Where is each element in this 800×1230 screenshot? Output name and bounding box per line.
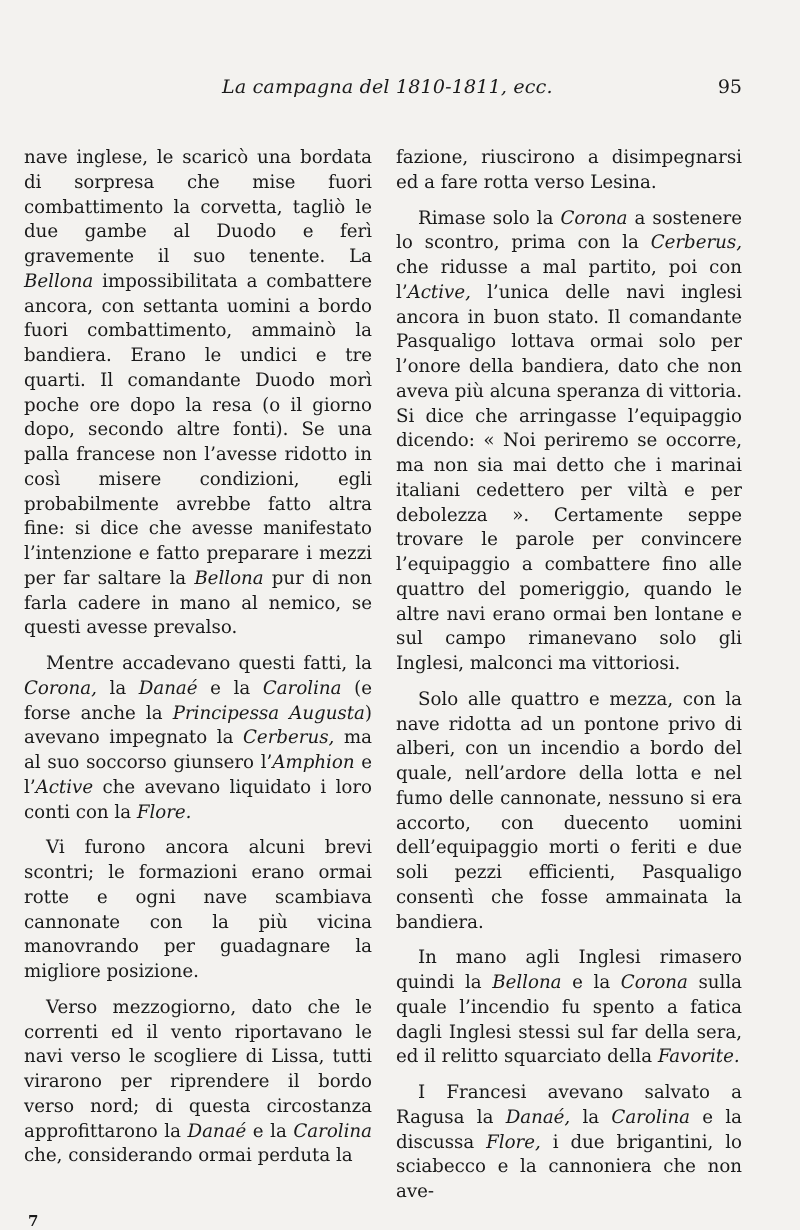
- text-segment: e l’: [24, 752, 373, 798]
- text-segment: e la: [197, 677, 263, 699]
- text-segment: sulla quale l’incendio fu spento a fatica dagli Inglesi stessi sul far della sera, ed il relitto squarciato della: [396, 972, 742, 1068]
- text-segment: Vi furono ancora alcuni brevi scontri; le formazioni erano ormai rotte e ogni nave scambiava cannonate con la più vicina manovrando per guadagnare la migliore posizione.: [24, 837, 372, 982]
- italic-text: Danaé: [187, 1120, 247, 1142]
- text-segment: I Francesi avevano salvato a Ragusa la: [396, 1082, 742, 1128]
- paragraph: [396, 207, 742, 677]
- text-column-left: [24, 146, 372, 1180]
- paragraph: [396, 146, 742, 196]
- paragraph: [24, 146, 372, 641]
- italic-text: Danaé,: [505, 1106, 571, 1128]
- italic-text: Carolina: [293, 1120, 372, 1142]
- paragraph: [396, 688, 742, 936]
- text-segment: e la discussa: [396, 1106, 742, 1153]
- italic-text: Favorite.: [657, 1046, 740, 1068]
- text-segment: che, considerando ormai perduta la: [24, 1145, 353, 1167]
- italic-text: Bellona: [492, 972, 562, 993]
- italic-text: Flore.: [136, 801, 192, 823]
- text-segment: Verso mezzogiorno, dato che le correnti ed il vento riportavano le navi verso le scogliere di Lissa, tutti virarono per riprendere il bordo verso nord; di questa circostanza approfittarono la: [24, 996, 372, 1142]
- italic-text: Carolina: [262, 677, 342, 699]
- italic-text: Corona: [620, 972, 688, 993]
- italic-text: Corona: [560, 207, 628, 229]
- text-segment: la: [96, 677, 139, 699]
- italic-text: Bellona: [24, 270, 94, 292]
- italic-text: Active,: [407, 281, 471, 303]
- text-segment: la: [570, 1106, 612, 1128]
- italic-text: Cerberus,: [650, 232, 742, 254]
- text-segment: Mentre accadevano questi fatti, la: [46, 653, 372, 674]
- text-segment: In mano agli Inglesi rimasero quindi la: [396, 947, 742, 993]
- paragraph: [396, 946, 742, 1070]
- paragraph: [24, 996, 372, 1169]
- italic-text: Active: [35, 776, 94, 798]
- paragraph: [24, 836, 372, 985]
- text-segment: che avevano liquidato i loro conti con la: [24, 776, 372, 823]
- paragraph: [24, 652, 372, 825]
- text-segment: nave inglese, le scaricò una bordata di sorpresa che mise fuori combattimento la corvetta, tagliò le due gambe al Duodo e ferì gravemente il suo tenente. La: [24, 147, 372, 267]
- italic-text: Corona,: [24, 677, 97, 699]
- text-segment: e la: [246, 1120, 294, 1142]
- italic-text: Carolina: [611, 1106, 691, 1128]
- italic-text: Cerberus,: [243, 727, 335, 749]
- text-segment: pur di non farla cadere in mano al nemico, se questi avesse prevalso.: [24, 567, 372, 639]
- text-segment: l’unica delle navi inglesi ancora in buon stato. Il comandante Pasqualigo lottava ormai solo per l’onore della bandiera, dato che non aveva più alcuna speranza di vittoria. Si dice che arringasse l’equipaggio dicendo: « Noi periremo se occorre, ma non sia mai detto che i marinai italiani cedettero per viltà e per debolezza ». Certamente seppe trovare le parole per convincere l’equipaggio a combattere fino alle quattro del pomeriggio, quando le altre navi erano ormai ben lontane e sul campo rimanevano solo gli Inglesi, malconci ma vittoriosi.: [396, 281, 742, 674]
- text-segment: impossibilitata a combattere ancora, con settanta uomini a bordo fuori combattimento, ammainò la bandiera. Erano le undici e tre quarti. Il comandante Duodo morì poche ore dopo la resa (o il giorno dopo, secondo altre fonti). Se una palla francese non l’avesse ridotto in così misere condizioni, egli probabilmente avrebbe fatto altra fine: si dice che avesse manifestato l’intenzione e fatto preparare i mezzi per far saltare la: [24, 270, 372, 589]
- italic-text: Danaé: [138, 677, 198, 699]
- italic-text: Flore,: [486, 1131, 541, 1153]
- text-segment: fazione, riuscirono a disimpegnarsi ed a fare rotta verso Lesina.: [396, 147, 742, 193]
- text-segment: Rimase solo la: [418, 207, 561, 229]
- page-number: 95: [717, 76, 742, 98]
- italic-text: Principessa Augusta: [172, 702, 365, 724]
- text-segment: a sostenere lo scontro, prima con la: [396, 207, 742, 254]
- text-segment: i due brigantini, lo sciabecco e la cannoniera che non ave-: [396, 1131, 742, 1202]
- italic-text: Amphion: [272, 752, 355, 773]
- running-title: La campagna del 1810-1811, ecc.: [222, 76, 553, 98]
- text-segment: e la: [561, 972, 621, 993]
- text-segment: ) avevano impegnato la: [24, 702, 372, 749]
- italic-text: Bellona: [194, 567, 264, 589]
- paragraph: [396, 1081, 742, 1205]
- text-segment: ma al suo soccorso giunsero l’: [24, 727, 373, 773]
- text-segment: (e forse anche la: [24, 677, 372, 724]
- signature-mark: 7: [28, 1212, 39, 1230]
- text-segment: che ridusse a mal partito, poi con l’: [396, 257, 742, 303]
- text-segment: Solo alle quattro e mezza, con la nave ridotta ad un pontone privo di alberi, con un incendio a bordo del quale, nell’ardore della lotta e nel fumo delle cannonate, nessuno si era accorto, con duecento uomini dell’equipaggio morti o feriti e due soli pezzi efficienti, Pasqualigo consentì che fosse ammainata la bandiera.: [396, 688, 742, 933]
- running-header: [0, 76, 800, 104]
- text-column-right: [396, 146, 742, 1216]
